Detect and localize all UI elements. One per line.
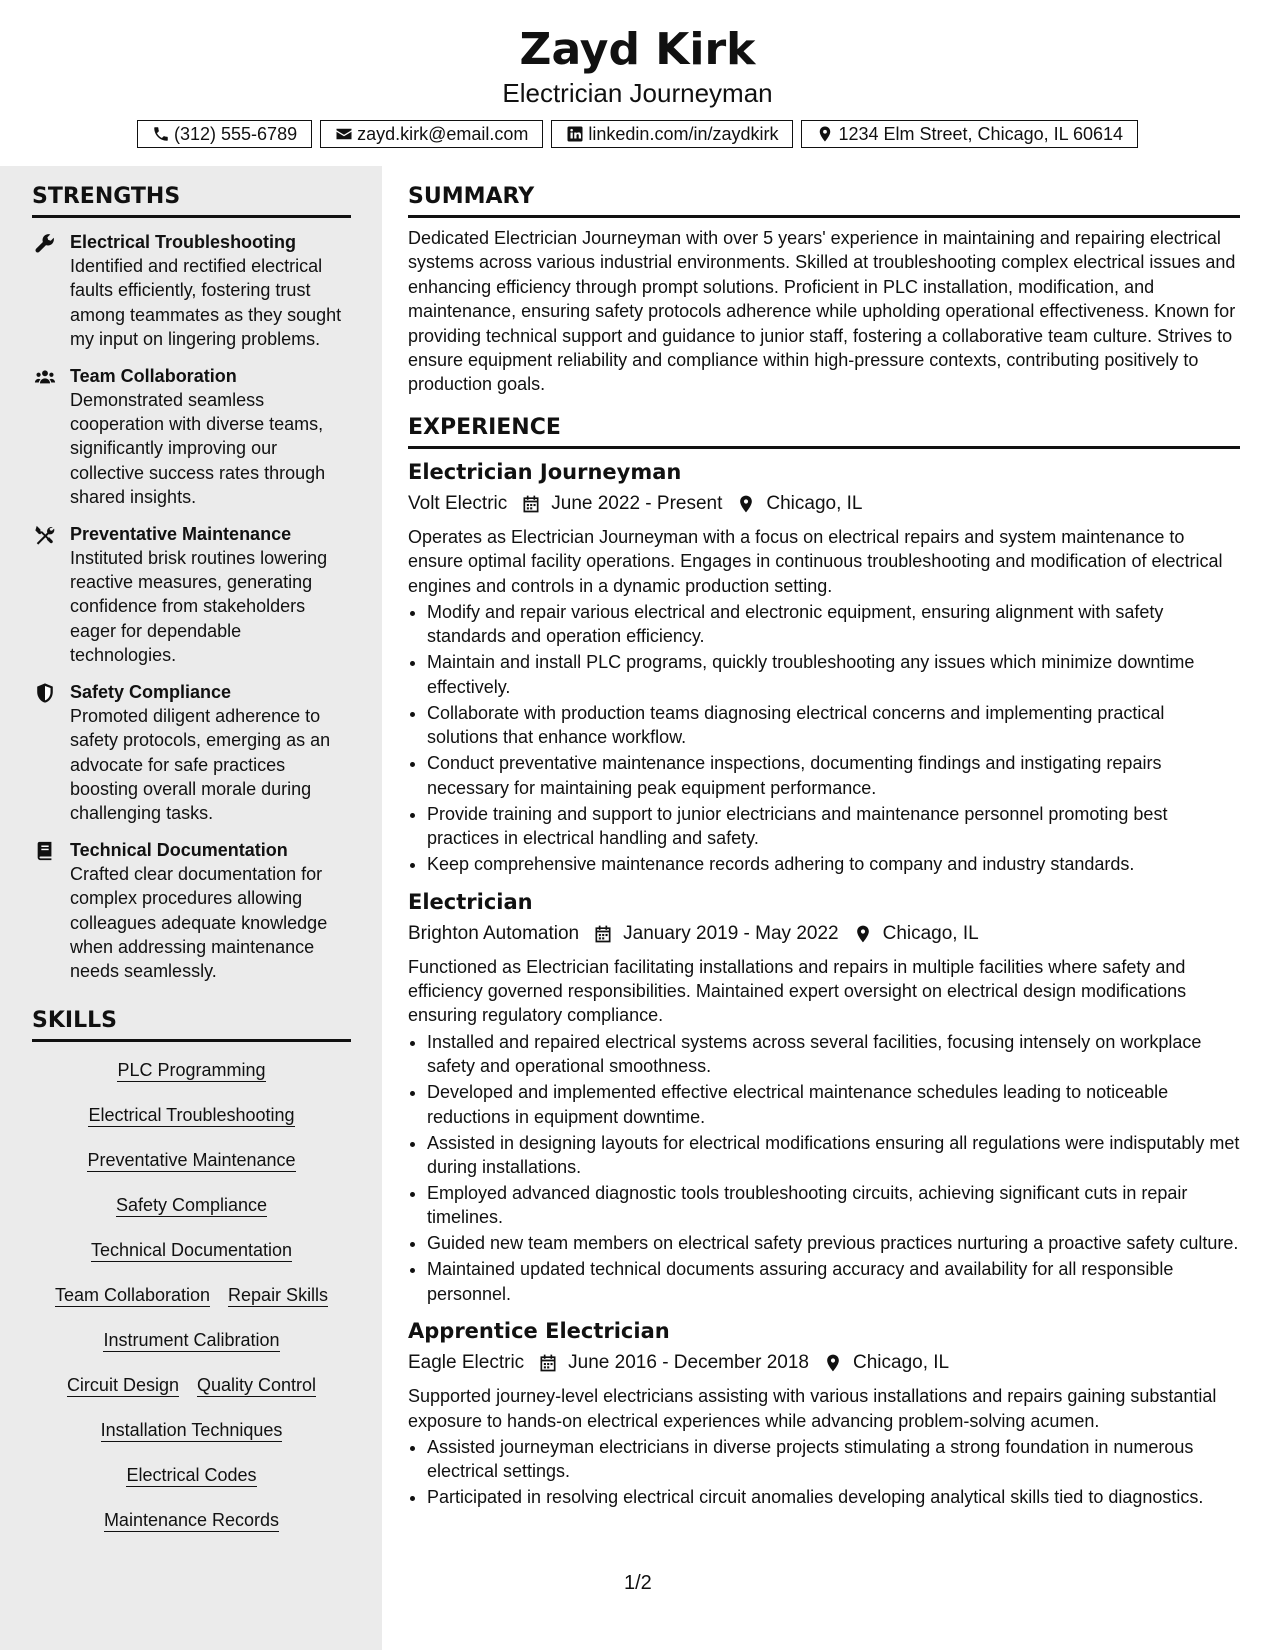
skill-row <box>32 1373 351 1398</box>
job-location: Chicago, IL <box>853 1352 950 1374</box>
contact-linkedin[interactable] <box>551 120 793 148</box>
strength-title: Team Collaboration <box>70 365 237 386</box>
company-name: Brighton Automation <box>408 922 580 944</box>
address-text: 1234 Elm Street, Chicago, IL 60614 <box>838 123 1123 144</box>
strength-title: Preventative Maintenance <box>70 523 292 544</box>
map-pin-icon <box>816 125 834 143</box>
job-bullet: • Participated in resolving electrical circuit anomalies developing analytical skills tied to diagnostics. <box>427 1485 1240 1509</box>
skills-list <box>32 1042 351 1533</box>
summary-text: Dedicated Electrician Journeyman with over 5 years' experience in maintaining and repairing electrical systems across various industrial environments. Skilled at troubleshooting complex electrical issues and enhancing efficiency through prompt solutions. Proficient in PLC installation, modification, and maintenance, ensuring safety protocols adherence while upholding operational effectiveness. Known for providing technical support and guidance to junior staff, fostering a collaborative team culture. Strives to ensure equipment reliability and compliance within high-pressure contexts, contributing positively to production goals. <box>408 228 1236 395</box>
resume-header <box>0 0 1275 148</box>
skill-row <box>32 1103 351 1128</box>
phone-icon <box>152 125 170 143</box>
experience-heading: EXPERIENCE <box>408 415 1240 449</box>
strength-title: Safety Compliance <box>70 681 232 702</box>
skill-tag: Quality Control <box>196 1374 317 1395</box>
skill-tag: Instrument Calibration <box>103 1329 280 1350</box>
skill-row <box>32 1463 351 1488</box>
job-bullet: • Assisted journeyman electricians in diverse projects stimulating a strong foundation in numerous electrical settings. <box>427 1435 1240 1484</box>
wrench-icon <box>34 232 56 254</box>
envelope-icon <box>335 125 353 143</box>
job-meta <box>408 489 1240 519</box>
calendar-icon <box>521 494 541 514</box>
strengths-heading: STRENGTHS <box>32 184 351 218</box>
linkedin-icon <box>566 125 584 143</box>
skill-tag: Team Collaboration <box>54 1284 211 1305</box>
job-meta <box>408 1348 1240 1378</box>
contact-email[interactable] <box>320 120 543 148</box>
job-bullet: • Collaborate with production teams diagnosing electrical concerns and implementing practical solutions that enhance workflow. <box>427 701 1240 750</box>
linkedin-text: linkedin.com/in/zaydkirk <box>588 123 779 144</box>
email-text: zayd.kirk@email.com <box>357 123 529 144</box>
skill-tag: Repair Skills <box>228 1284 329 1305</box>
job-bullet: • Developed and implemented effective electrical maintenance schedules leading to noticeable reductions in equipment downtime. <box>427 1080 1240 1129</box>
strength-item <box>32 522 351 668</box>
skill-tag: Electrical Troubleshooting <box>88 1104 295 1125</box>
job-title: Electrician Journeyman <box>408 459 682 484</box>
strength-item <box>32 838 351 984</box>
job-dates: June 2016 - December 2018 <box>568 1352 809 1374</box>
job-bullet: • Installed and repaired electrical systems across several facilities, focusing intensely on workplace safety and operational smoothness. <box>427 1030 1240 1079</box>
skill-tag: PLC Programming <box>117 1059 266 1080</box>
skill-row <box>32 1058 351 1083</box>
job-meta <box>408 919 1240 949</box>
summary-heading: SUMMARY <box>408 184 1240 218</box>
strength-title: Electrical Troubleshooting <box>70 232 297 252</box>
job-description: Operates as Electrician Journeyman with a focus on electrical repairs and system maintenance to ensure optimal facility operations. Engages in continuous troubleshooting and modification of electrical engines and controls in a dynamic production setting. <box>408 526 1223 596</box>
job-bullets <box>408 1435 1240 1510</box>
job-bullet: • Guided new team members on electrical safety previous practices nurturing a proactive safety culture. <box>427 1231 1240 1255</box>
job-description: Supported journey-level electricians assisting with various installations and repairs gaining substantial exposure to hands-on electrical experiences while advancing problem-solving acumen. <box>408 1386 1217 1431</box>
tools-icon <box>34 524 56 546</box>
candidate-name: Zayd Kirk <box>519 24 756 75</box>
calendar-icon <box>538 1353 558 1373</box>
job-bullet: • Modify and repair various electrical and electronic equipment, ensuring alignment with safety standards and operation efficiency. <box>427 600 1240 649</box>
skill-tag: Technical Documentation <box>90 1239 293 1260</box>
job-title: Electrician <box>408 889 533 914</box>
strength-item <box>32 680 351 826</box>
skill-row <box>32 1328 351 1353</box>
job-bullet: • Conduct preventative maintenance inspections, documenting findings and instigating repairs necessary for maintaining peak equipment performance. <box>427 751 1240 800</box>
skill-row <box>32 1418 351 1443</box>
shield-icon <box>34 682 56 704</box>
strength-desc: Crafted clear documentation for complex procedures allowing colleagues adequate knowledge when addressing maintenance needs seamlessly. <box>70 863 328 982</box>
contact-phone[interactable] <box>137 120 312 148</box>
map-pin-icon <box>823 1353 843 1373</box>
strength-item <box>32 364 351 510</box>
book-icon <box>34 840 56 862</box>
strength-desc: Promoted diligent adherence to safety protocols, emerging as an advocate for safe practices boosting overall morale during challenging tasks. <box>70 705 331 824</box>
skill-row <box>32 1238 351 1263</box>
skill-tag: Installation Techniques <box>100 1419 283 1440</box>
main-column <box>408 184 1240 1511</box>
contact-address[interactable] <box>801 120 1138 148</box>
calendar-icon <box>593 924 613 944</box>
users-icon <box>34 366 56 388</box>
skill-row <box>32 1508 351 1533</box>
job-entry <box>408 457 1240 877</box>
strength-desc: Demonstrated seamless cooperation with diverse teams, significantly improving our collective success rates through shared insights. <box>70 389 326 508</box>
skill-row <box>32 1283 351 1308</box>
skill-tag: Safety Compliance <box>115 1194 268 1215</box>
skills-heading: SKILLS <box>32 1008 351 1042</box>
job-bullet: • Assisted in designing layouts for electrical modifications ensuring all regulations were indisputably met during installations. <box>427 1131 1240 1180</box>
job-bullet: • Provide training and support to junior electricians and maintenance personnel promoting best practices in electrical handling and safety. <box>427 802 1240 851</box>
job-entry <box>408 1316 1240 1510</box>
job-dates: January 2019 - May 2022 <box>623 922 839 944</box>
strength-title: Technical Documentation <box>70 839 288 860</box>
sidebar <box>0 166 382 1650</box>
company-name: Eagle Electric <box>408 1352 525 1374</box>
skill-tag: Maintenance Records <box>103 1509 280 1530</box>
job-bullet: • Maintained updated technical documents assuring accuracy and availability for all responsible personnel. <box>427 1257 1240 1306</box>
skill-tag: Preventative Maintenance <box>87 1149 296 1170</box>
strength-desc: Instituted brisk routines lowering reactive measures, generating confidence from stakeholders eager for dependable technologies. <box>70 547 328 666</box>
page-number: 1/2 <box>624 1572 652 1594</box>
skill-row <box>32 1148 351 1173</box>
skill-row <box>32 1193 351 1218</box>
phone-text: (312) 555-6789 <box>174 123 298 144</box>
job-bullets <box>408 600 1240 876</box>
job-title: Apprentice Electrician <box>408 1319 670 1344</box>
job-bullets <box>408 1030 1240 1306</box>
job-entry <box>408 887 1240 1307</box>
strength-desc: Identified and rectified electrical faults efficiently, fostering trust among teammates as they sought my input on lingering problems. <box>70 256 342 350</box>
job-bullet: • Maintain and install PLC programs, quickly troubleshooting any issues which minimize downtime effectively. <box>427 650 1240 699</box>
job-location: Chicago, IL <box>882 922 979 944</box>
strength-item <box>32 230 351 352</box>
job-location: Chicago, IL <box>766 492 863 514</box>
skill-tag: Circuit Design <box>66 1374 179 1395</box>
job-description: Functioned as Electrician facilitating installations and repairs in multiple facilities where safety and efficiency governed responsibilities. Maintained expert oversight on electrical design modifications ensuring regulatory compliance. <box>408 956 1187 1026</box>
map-pin-icon <box>736 494 756 514</box>
job-dates: June 2022 - Present <box>551 492 723 514</box>
candidate-title: Electrician Journeyman <box>502 78 773 108</box>
job-bullet: • Employed advanced diagnostic tools troubleshooting circuits, achieving significant cuts in repair timelines. <box>427 1181 1240 1230</box>
job-bullet: • Keep comprehensive maintenance records adhering to company and industry standards. <box>427 852 1240 876</box>
skill-tag: Electrical Codes <box>126 1464 257 1485</box>
map-pin-icon <box>853 924 873 944</box>
company-name: Volt Electric <box>408 492 508 514</box>
contact-bar <box>0 120 1275 148</box>
